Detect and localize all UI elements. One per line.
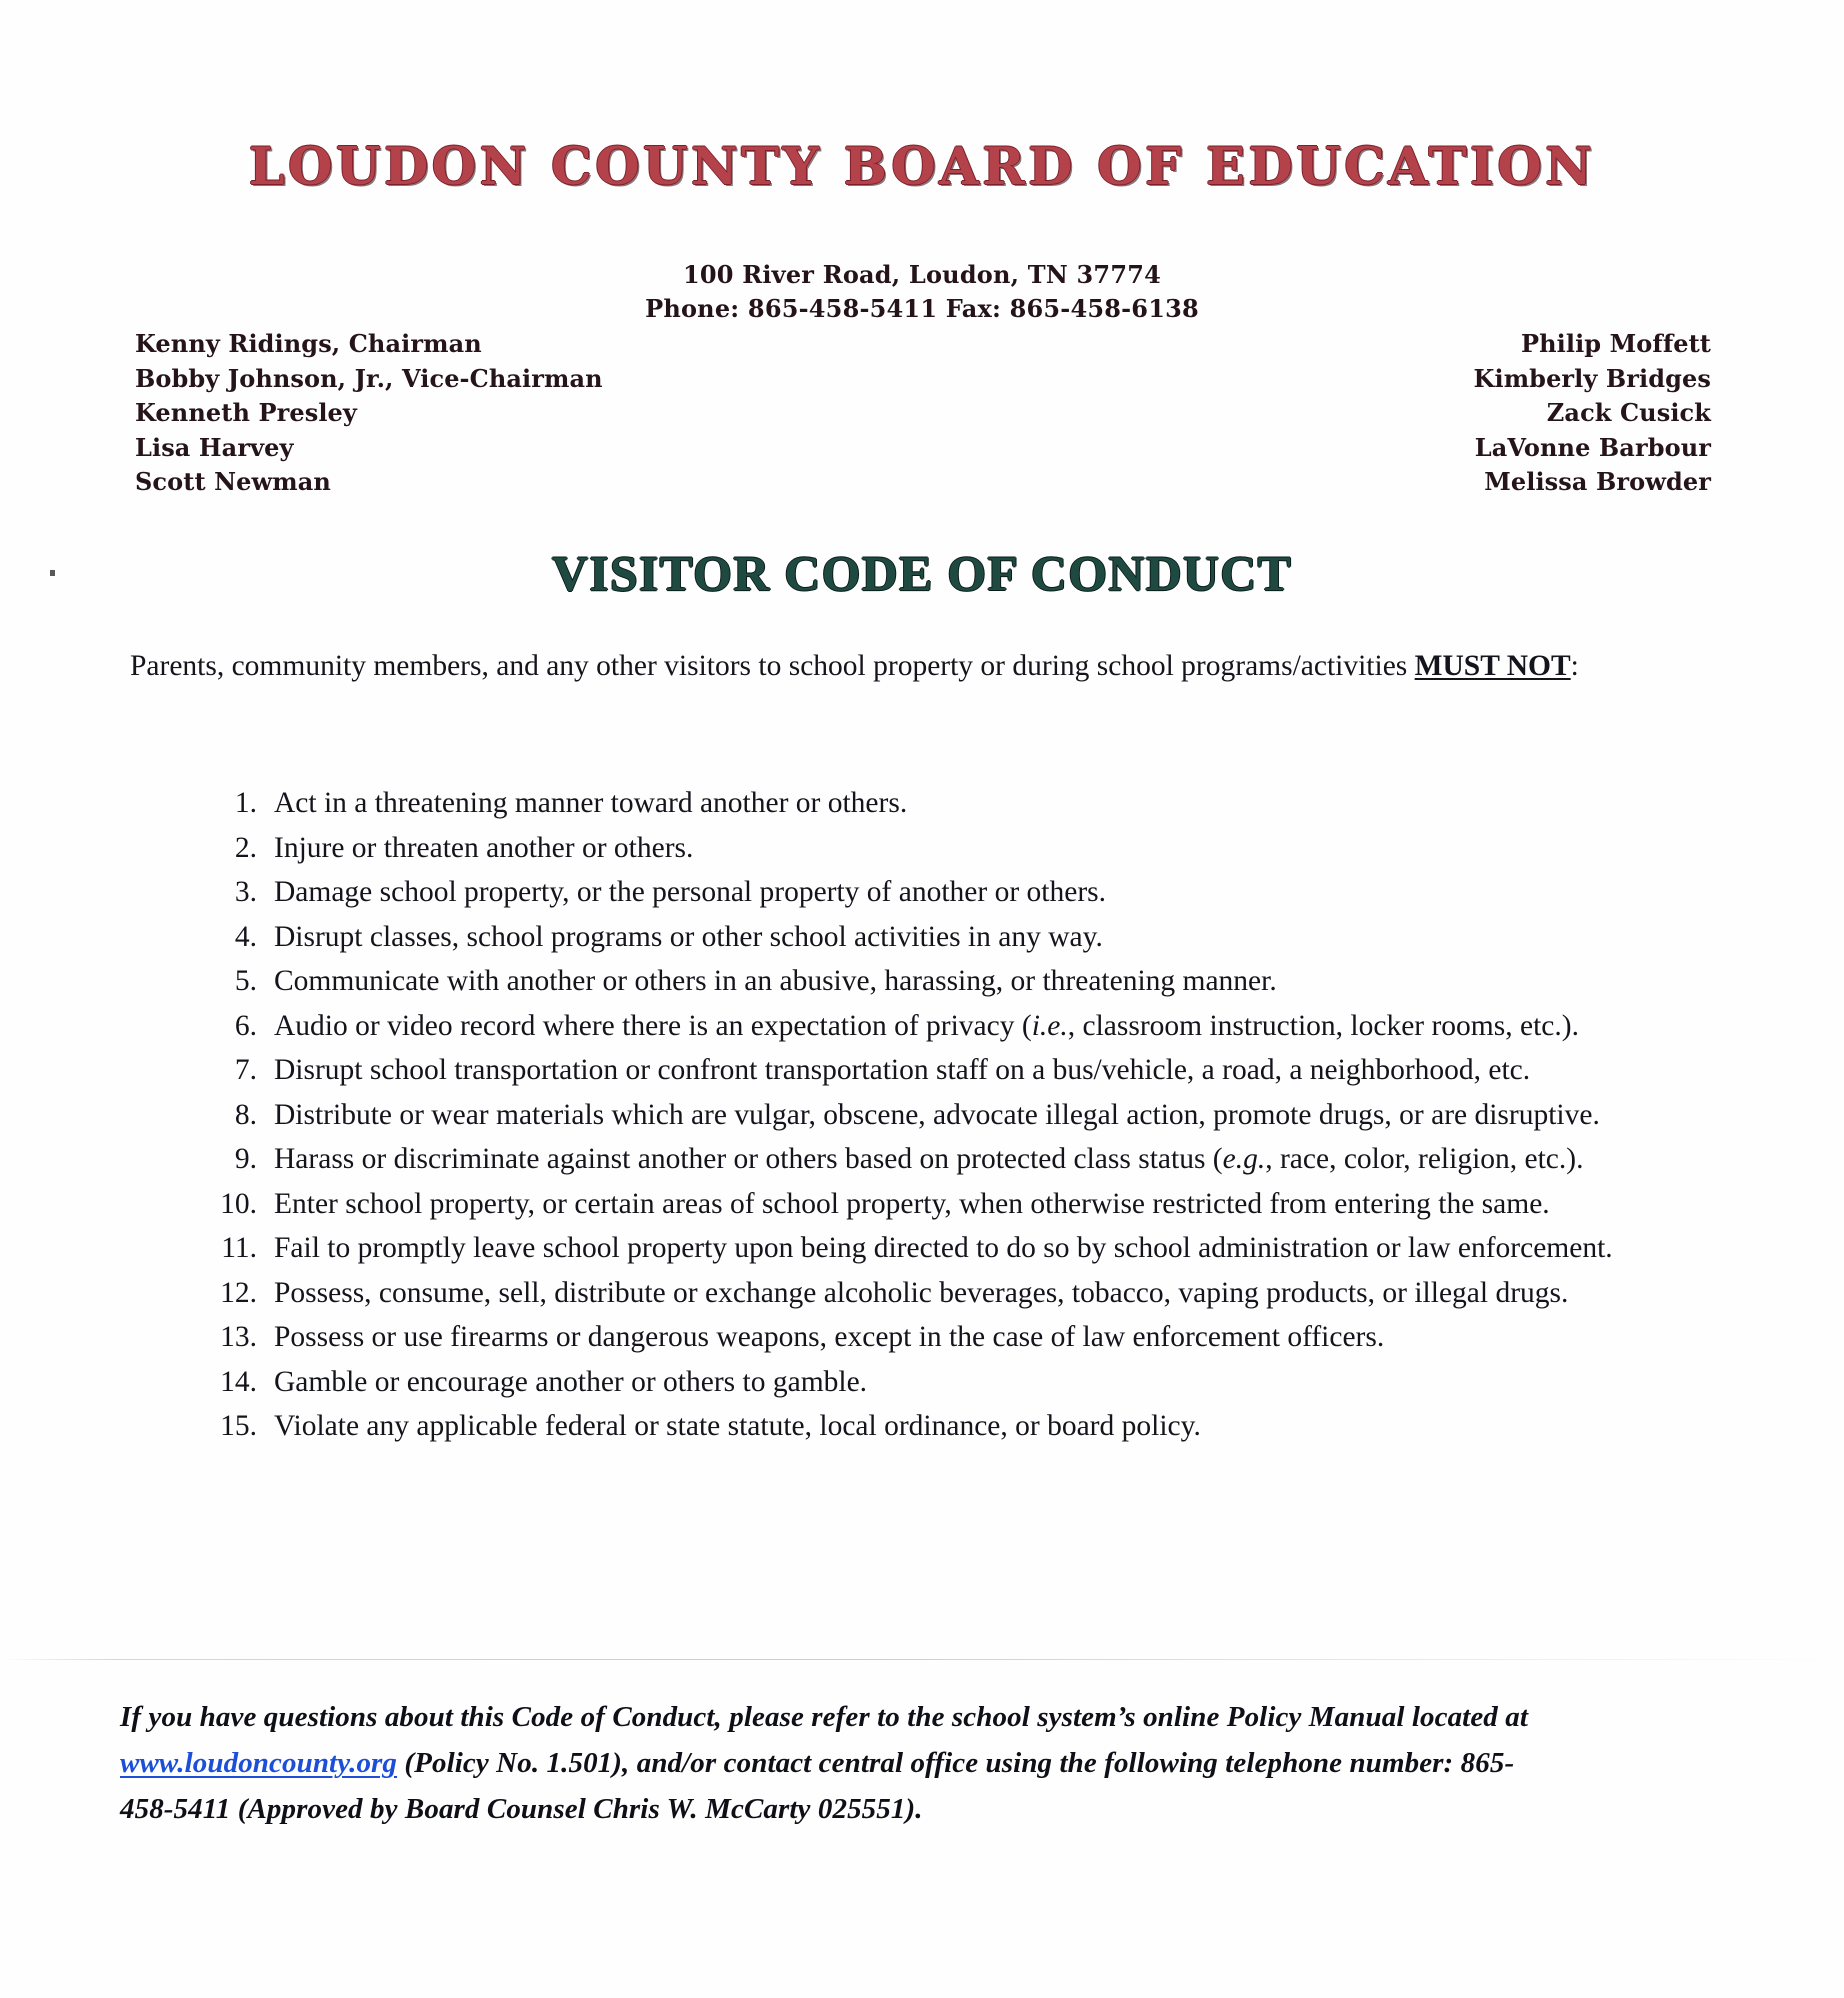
board-member-left-0: Kenny Ridings, Chairman [135, 329, 482, 358]
rule-text-2: Injure or threaten another or others. [274, 831, 694, 864]
intro-colon: : [1570, 650, 1579, 682]
rule-number-11: 11. [221, 1232, 257, 1264]
rule-number-14: 14. [220, 1365, 257, 1398]
rule-text-6: Audio or video record where there is an expectation of privacy (i.e., classroom instruction, locker rooms, etc.). [274, 1009, 1579, 1042]
board-member-right-3: LaVonne Barbour [1474, 432, 1711, 462]
board-member-left-2: Kenneth Presley [135, 398, 357, 427]
footer-policy-note [120, 1694, 1565, 1832]
rule-number-7: 7. [234, 1054, 257, 1086]
board-member-left-4: Scott Newman [135, 467, 331, 496]
rule-text-13: Possess or use firearms or dangerous weapons, except in the case of law enforcement officers. [274, 1321, 1385, 1353]
rule-text-7: Disrupt school transportation or confront transportation staff on a bus/vehicle, a road, a neighborhood, etc. [274, 1054, 1531, 1086]
rule-italic-abbreviation-9: e.g. [1222, 1143, 1266, 1175]
prohibited-conduct-list [176, 781, 1661, 1449]
address-block [0, 258, 1844, 326]
rule-number-15: 15. [220, 1410, 257, 1442]
rule-text-11: Fail to promptly leave school property upon being directed to do so by school administration or law enforcement. [274, 1232, 1613, 1264]
rule-text-1: Act in a threatening manner toward another or others. [274, 787, 908, 819]
rule-text-3: Damage school property, or the personal property of another or others. [274, 876, 1107, 908]
board-member-right-4: Melissa Browder [1484, 467, 1711, 496]
board-member-right-2: Zack Cusick [1546, 398, 1711, 427]
rule-item-15 [216, 1404, 1661, 1449]
rule-item-2 [216, 826, 1661, 871]
rule-item-12 [216, 1271, 1661, 1316]
board-members-right-column [1474, 327, 1711, 500]
rule-number-4: 4. [234, 920, 257, 953]
rule-text-8: Distribute or wear materials which are vulgar, obscene, advocate illegal action, promote drugs, or are disruptive. [274, 1098, 1600, 1131]
street-address: 100 River Road, Loudon, TN 37774 [682, 260, 1162, 289]
page-title: VISITOR CODE OF CONDUCT [551, 545, 1293, 601]
rule-item-13 [216, 1315, 1661, 1360]
intro-lead-text: Parents, community members, and any other visitors to school property or during school programs/activities [130, 650, 1415, 682]
rule-text-15: Violate any applicable federal or state statute, local ordinance, or board policy. [274, 1410, 1201, 1442]
rule-item-5 [216, 959, 1661, 1004]
rule-item-1 [216, 781, 1661, 826]
policy-manual-link[interactable]: www.loudoncounty.org [120, 1747, 398, 1779]
rule-item-3 [216, 870, 1661, 915]
rule-number-2: 2. [234, 831, 257, 864]
rule-text-14: Gamble or encourage another or others to gamble. [274, 1365, 868, 1398]
rule-text-4: Disrupt classes, school programs or other school activities in any way. [274, 920, 1103, 953]
must-not-emphasis: MUST NOT [1414, 650, 1571, 682]
masthead [0, 137, 1844, 197]
rule-italic-abbreviation-6: i.e. [1031, 1009, 1068, 1042]
rule-item-4 [216, 915, 1661, 960]
board-member-left-3: Lisa Harvey [135, 432, 294, 462]
rule-number-5: 5. [234, 965, 257, 997]
rule-number-12: 12. [220, 1276, 257, 1309]
rule-text-5: Communicate with another or others in an abusive, harassing, or threatening manner. [274, 965, 1277, 997]
rule-number-13: 13. [220, 1321, 257, 1353]
intro-paragraph [130, 645, 1665, 688]
rule-number-6: 6. [234, 1009, 257, 1042]
rule-item-10 [216, 1182, 1661, 1227]
rule-number-8: 8. [234, 1098, 257, 1131]
rule-number-3: 3. [234, 876, 257, 908]
board-members-left-column [135, 327, 603, 500]
board-member-right-1: Kimberly Bridges [1473, 363, 1711, 393]
organization-title: LOUDON COUNTY BOARD OF EDUCATION [248, 137, 1596, 197]
rule-item-6 [216, 1004, 1661, 1049]
scan-line-artifact [0, 1659, 1844, 1660]
rule-number-10: 10. [220, 1187, 257, 1220]
rule-number-1: 1. [234, 787, 257, 819]
rule-item-11 [216, 1226, 1661, 1271]
rule-text-10: Enter school property, or certain areas of school property, when otherwise restricted from entering the same. [274, 1187, 1550, 1220]
footer-text-part-2: (Policy No. 1.501), and/or contact central office using the following telephone number: 865-458-5411 (Approved by Board Counsel Chris W. McCarty 025551). [120, 1747, 1515, 1825]
rule-text-9: Harass or discriminate against another or others based on protected class status (e.g., race, color, religion, etc.). [274, 1143, 1584, 1175]
rule-item-7 [216, 1048, 1661, 1093]
rule-text-12: Possess, consume, sell, distribute or exchange alcoholic beverages, tobacco, vaping products, or illegal drugs. [274, 1276, 1569, 1309]
phone-fax-line: Phone: 865-458-5411 Fax: 865-458-6138 [645, 294, 1199, 323]
board-member-right-0: Philip Moffett [1520, 329, 1711, 358]
rule-item-9 [216, 1137, 1661, 1182]
rule-number-9: 9. [234, 1143, 257, 1175]
rule-item-14 [216, 1360, 1661, 1405]
board-members [0, 327, 1844, 496]
footer-text-part-1: If you have questions about this Code of Conduct, please refer to the school system’s online Policy Manual located at [120, 1701, 1529, 1733]
board-member-left-1: Bobby Johnson, Jr., Vice-Chairman [135, 363, 603, 393]
rule-item-8 [216, 1093, 1661, 1138]
